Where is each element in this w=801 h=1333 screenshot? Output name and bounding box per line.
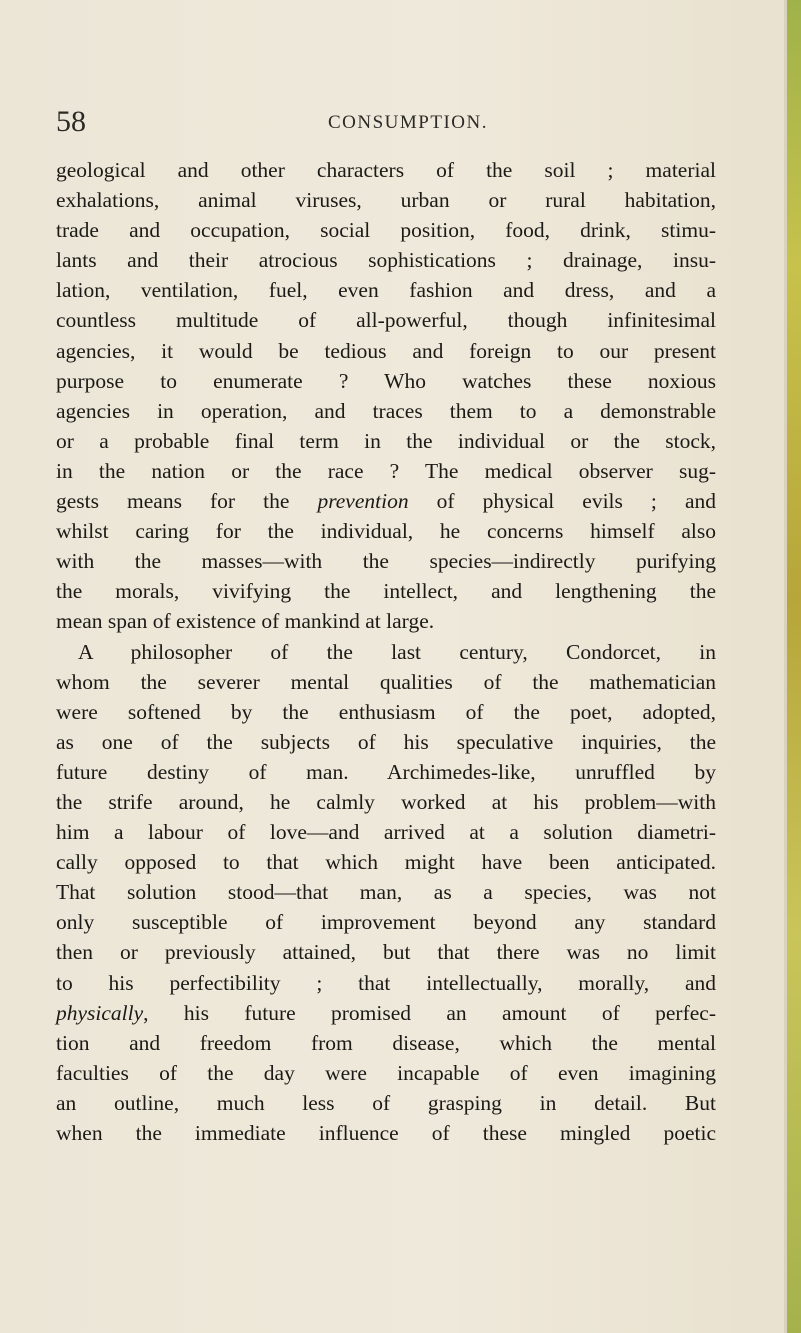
text-line: in the nation or the race ? The medical observer sug-	[56, 458, 716, 483]
text-line: trade and occupation, social position, food, drink, stimu-	[56, 218, 716, 243]
text-line: lation, ventilation, fuel, even fashion and dress, and a	[56, 278, 716, 303]
text-run: , his future promised an amount of perfec-	[143, 1000, 716, 1025]
text-line: purpose to enumerate ? Who watches these noxious	[56, 368, 716, 393]
page-header	[56, 102, 716, 142]
text-line: cally opposed to that which might have been anticipated.	[56, 850, 716, 875]
text-line: as one of the subjects of his speculative inquiries, the	[56, 729, 716, 754]
text-line-with-italic	[56, 486, 716, 516]
text-line: whilst caring for the individual, he concerns himself also	[56, 519, 716, 544]
italic-word: prevention	[317, 489, 409, 514]
text-line: exhalations, animal viruses, urban or rural habitation,	[56, 188, 716, 213]
text-line: tion and freedom from disease, which the mental	[56, 1030, 716, 1055]
page-edge-strip	[787, 0, 801, 1333]
text-line: geological and other characters of the soil ; material	[56, 158, 716, 182]
body-text	[56, 155, 716, 1148]
text-line: only susceptible of improvement beyond any standard	[56, 910, 716, 935]
text-line: agencies, it would be tedious and foreign to our present	[56, 338, 716, 363]
text-line: him a labour of love—and arrived at a solution diametri-	[56, 820, 716, 845]
text-line: when the immediate influence of these mingled poetic	[56, 1121, 716, 1145]
page-number: 58	[56, 105, 86, 138]
text-line: whom the severer mental qualities of the mathematician	[56, 669, 716, 694]
italic-word: physically	[56, 1000, 144, 1025]
text-line: agencies in operation, and traces them to a demonstrable	[56, 398, 716, 423]
text-line: the strife around, he calmly worked at his problem—with	[56, 789, 716, 814]
text-line: to his perfectibility ; that intellectually, morally, and	[56, 970, 716, 995]
text-line: an outline, much less of grasping in detail. But	[56, 1090, 716, 1115]
text-line: future destiny of man. Archimedes-like, unruffled by	[56, 759, 716, 784]
text-line: lants and their atrocious sophistications ; drainage, insu-	[56, 248, 716, 273]
text-run: gests means for the	[56, 489, 318, 514]
text-line: were softened by the enthusiasm of the poet, adopted,	[56, 699, 716, 724]
text-line-with-italic	[56, 998, 716, 1028]
text-line: faculties of the day were incapable of even imagining	[56, 1060, 716, 1085]
running-head: CONSUMPTION.	[328, 112, 488, 133]
paragraph-end-line: mean span of existence of mankind at large.	[56, 609, 435, 634]
text-line: That solution stood—that man, as a species, was not	[56, 880, 716, 905]
paragraph-start-line: A philosopher of the last century, Condorcet, in	[78, 639, 716, 664]
text-line: then or previously attained, but that there was no limit	[56, 940, 716, 965]
text-line: countless multitude of all-powerful, though infinitesimal	[56, 308, 716, 333]
text-line: with the masses—with the species—indirectly purifying	[56, 549, 716, 574]
text-run: of physical evils ; and	[408, 489, 716, 514]
text-line: or a probable final term in the individual or the stock,	[56, 428, 716, 453]
text-line: the morals, vivifying the intellect, and lengthening the	[56, 579, 716, 604]
